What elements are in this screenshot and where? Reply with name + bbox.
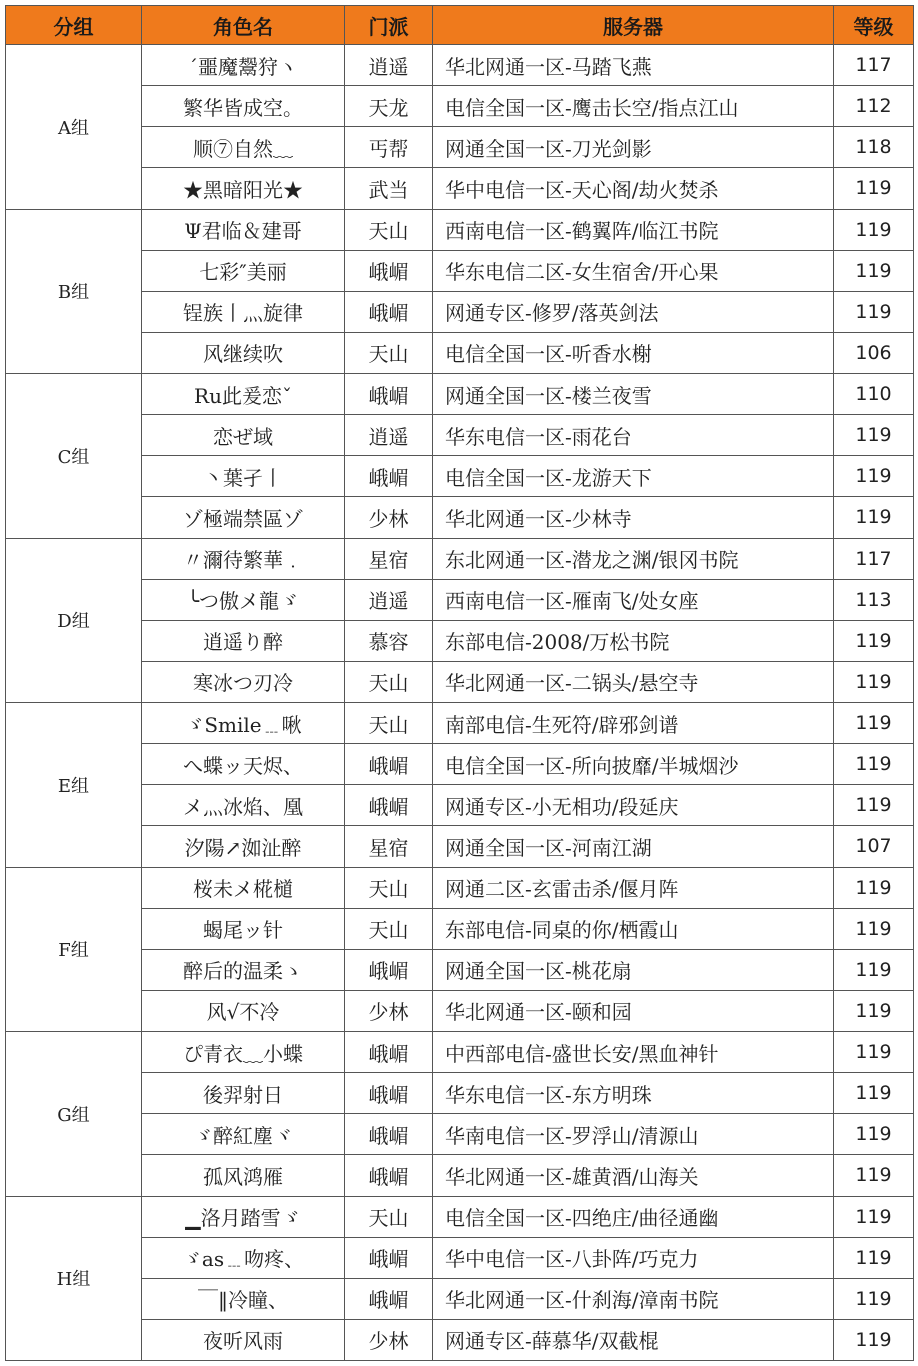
faction-cell: 逍遥 xyxy=(345,415,433,456)
faction-cell: 丐帮 xyxy=(345,127,433,168)
roster-table-container xyxy=(5,5,913,1361)
level-cell: 119 xyxy=(834,209,914,250)
faction-cell: 少林 xyxy=(345,1319,433,1360)
server-cell: 华东电信二区-女生宿舍/开心果 xyxy=(433,250,834,291)
table-row xyxy=(6,1114,914,1155)
faction-cell: 天山 xyxy=(345,209,433,250)
server-cell: 中西部电信-盛世长安/黑血神针 xyxy=(433,1032,834,1073)
faction-cell: 逍遥 xyxy=(345,579,433,620)
header-row xyxy=(6,6,914,45)
server-cell: 网通全国一区-桃花扇 xyxy=(433,949,834,990)
level-cell: 119 xyxy=(834,1237,914,1278)
server-cell: 电信全国一区-听香水榭 xyxy=(433,332,834,373)
level-cell: 119 xyxy=(834,785,914,826)
faction-cell: 峨嵋 xyxy=(345,1073,433,1114)
faction-cell: 峨嵋 xyxy=(345,291,433,332)
server-cell: 华东电信一区-东方明珠 xyxy=(433,1073,834,1114)
level-cell: 119 xyxy=(834,415,914,456)
table-row xyxy=(6,374,914,415)
table-row xyxy=(6,538,914,579)
table-row xyxy=(6,250,914,291)
header-server: 服务器 xyxy=(433,6,834,45)
level-cell: 119 xyxy=(834,456,914,497)
table-row xyxy=(6,744,914,785)
character-name: 恋ぜ域 xyxy=(142,415,345,456)
faction-cell: 峨嵋 xyxy=(345,456,433,497)
table-row xyxy=(6,45,914,86)
table-row xyxy=(6,579,914,620)
faction-cell: 天龙 xyxy=(345,86,433,127)
faction-cell: 峨嵋 xyxy=(345,374,433,415)
server-cell: 网通专区-薛慕华/双截棍 xyxy=(433,1319,834,1360)
server-cell: 华中电信一区-八卦阵/巧克力 xyxy=(433,1237,834,1278)
table-row xyxy=(6,620,914,661)
table-row xyxy=(6,1237,914,1278)
group-label: C组 xyxy=(6,374,142,539)
level-cell: 107 xyxy=(834,826,914,867)
faction-cell: 天山 xyxy=(345,332,433,373)
faction-cell: 武当 xyxy=(345,168,433,209)
table-row xyxy=(6,168,914,209)
level-cell: 119 xyxy=(834,1032,914,1073)
server-cell: 网通全国一区-楼兰夜雪 xyxy=(433,374,834,415)
faction-cell: 峨嵋 xyxy=(345,1114,433,1155)
server-cell: 华北网通一区-雄黄酒/山海关 xyxy=(433,1155,834,1196)
character-name: 风√不冷 xyxy=(142,990,345,1031)
faction-cell: 峨嵋 xyxy=(345,1237,433,1278)
faction-cell: 峨嵋 xyxy=(345,949,433,990)
character-name: 汐陽↗洳沚醉 xyxy=(142,826,345,867)
faction-cell: 峨嵋 xyxy=(345,1032,433,1073)
level-cell: 119 xyxy=(834,1278,914,1319)
table-row xyxy=(6,867,914,908)
level-cell: 119 xyxy=(834,990,914,1031)
character-name: 後羿射日 xyxy=(142,1073,345,1114)
character-name: 风继续吹 xyxy=(142,332,345,373)
level-cell: 117 xyxy=(834,45,914,86)
server-cell: 西南电信一区-雁南飞/处女座 xyxy=(433,579,834,620)
server-cell: 华北网通一区-少林寺 xyxy=(433,497,834,538)
table-row xyxy=(6,127,914,168)
group-label: F组 xyxy=(6,867,142,1032)
table-row xyxy=(6,703,914,744)
level-cell: 119 xyxy=(834,1114,914,1155)
character-name: 蝎尾ッ针 xyxy=(142,908,345,949)
level-cell: 110 xyxy=(834,374,914,415)
server-cell: 华中电信一区-天心阁/劫火焚杀 xyxy=(433,168,834,209)
server-cell: 网通专区-小无相功/段延庆 xyxy=(433,785,834,826)
character-name: ★黑暗阳光★ xyxy=(142,168,345,209)
server-cell: 华北网通一区-二锅头/悬空寺 xyxy=(433,661,834,702)
table-row xyxy=(6,415,914,456)
level-cell: 119 xyxy=(834,168,914,209)
server-cell: 东部电信-同桌的你/栖霞山 xyxy=(433,908,834,949)
header-faction: 门派 xyxy=(345,6,433,45)
table-row xyxy=(6,332,914,373)
faction-cell: 天山 xyxy=(345,661,433,702)
server-cell: 华北网通一区-什刹海/漳南书院 xyxy=(433,1278,834,1319)
faction-cell: 慕容 xyxy=(345,620,433,661)
character-name: ゞas﹍吻疼、 xyxy=(142,1237,345,1278)
faction-cell: 星宿 xyxy=(345,538,433,579)
table-row xyxy=(6,291,914,332)
level-cell: 112 xyxy=(834,86,914,127)
faction-cell: 星宿 xyxy=(345,826,433,867)
character-name: Ru此爰恋ˇ xyxy=(142,374,345,415)
faction-cell: 峨嵋 xyxy=(345,1155,433,1196)
level-cell: 119 xyxy=(834,949,914,990)
character-name: ▁洛月踏雪ゞ xyxy=(142,1196,345,1237)
server-cell: 华南电信一区-罗浮山/清源山 xyxy=(433,1114,834,1155)
group-label: D组 xyxy=(6,538,142,703)
character-name: 桜未メ椛檤 xyxy=(142,867,345,908)
table-row xyxy=(6,949,914,990)
character-name: Ψ君临＆建哥 xyxy=(142,209,345,250)
server-cell: 网通专区-修罗/落英剑法 xyxy=(433,291,834,332)
table-row xyxy=(6,1155,914,1196)
table-row xyxy=(6,497,914,538)
character-name: 锃族丨灬旋律 xyxy=(142,291,345,332)
table-body xyxy=(6,45,914,1361)
character-name: ˊ噩魔鬶狩ヽ xyxy=(142,45,345,86)
character-name: へ蝶ッ天烬、 xyxy=(142,744,345,785)
level-cell: 119 xyxy=(834,661,914,702)
table-row xyxy=(6,990,914,1031)
table-row xyxy=(6,1073,914,1114)
character-name: 七彩″美丽 xyxy=(142,250,345,291)
table-row xyxy=(6,1319,914,1360)
level-cell: 119 xyxy=(834,497,914,538)
faction-cell: 峨嵋 xyxy=(345,1278,433,1319)
roster-table xyxy=(5,5,914,1361)
table-row xyxy=(6,86,914,127)
group-label: G组 xyxy=(6,1032,142,1197)
character-name: 夜听风雨 xyxy=(142,1319,345,1360)
faction-cell: 少林 xyxy=(345,990,433,1031)
server-cell: 华北网通一区-马踏飞燕 xyxy=(433,45,834,86)
group-label: A组 xyxy=(6,45,142,210)
faction-cell: 峨嵋 xyxy=(345,250,433,291)
level-cell: 119 xyxy=(834,291,914,332)
server-cell: 电信全国一区-鹰击长空/指点江山 xyxy=(433,86,834,127)
level-cell: 119 xyxy=(834,1155,914,1196)
server-cell: 网通全国一区-河南江湖 xyxy=(433,826,834,867)
level-cell: 119 xyxy=(834,620,914,661)
table-header xyxy=(6,6,914,45)
faction-cell: 天山 xyxy=(345,703,433,744)
level-cell: 119 xyxy=(834,744,914,785)
server-cell: 东部电信-2008/万松书院 xyxy=(433,620,834,661)
server-cell: 西南电信一区-鹤翼阵/临江书院 xyxy=(433,209,834,250)
group-label: H组 xyxy=(6,1196,142,1361)
faction-cell: 天山 xyxy=(345,908,433,949)
character-name: 寒冰つ刃冷 xyxy=(142,661,345,702)
group-label: E组 xyxy=(6,703,142,868)
level-cell: 119 xyxy=(834,703,914,744)
character-name: メ灬冰焰、凰 xyxy=(142,785,345,826)
character-name: ゞSmile﹍啾 xyxy=(142,703,345,744)
faction-cell: 天山 xyxy=(345,1196,433,1237)
table-row xyxy=(6,1032,914,1073)
character-name: 孤风鸿雁 xyxy=(142,1155,345,1196)
table-row xyxy=(6,1196,914,1237)
table-row xyxy=(6,661,914,702)
character-name: 〃濔待繁華﹒ xyxy=(142,538,345,579)
faction-cell: 天山 xyxy=(345,867,433,908)
table-row xyxy=(6,908,914,949)
table-row xyxy=(6,456,914,497)
faction-cell: 峨嵋 xyxy=(345,744,433,785)
level-cell: 119 xyxy=(834,1196,914,1237)
faction-cell: 少林 xyxy=(345,497,433,538)
character-name: ゾ極端禁區ゾ xyxy=(142,497,345,538)
table-row xyxy=(6,785,914,826)
character-name: ゞ醉紅塵ヾ xyxy=(142,1114,345,1155)
character-name: ぴ青衣﹏小蝶 xyxy=(142,1032,345,1073)
character-name: ╰つ傲メ龍ゞ xyxy=(142,579,345,620)
table-row xyxy=(6,1278,914,1319)
character-name: 丶葉孑丨 xyxy=(142,456,345,497)
character-name: 逍遥り醉 xyxy=(142,620,345,661)
server-cell: 华北网通一区-颐和园 xyxy=(433,990,834,1031)
server-cell: 南部电信-生死符/辟邪剑谱 xyxy=(433,703,834,744)
faction-cell: 峨嵋 xyxy=(345,785,433,826)
table-row xyxy=(6,209,914,250)
character-name: ￣‖冷瞳、 xyxy=(142,1278,345,1319)
header-group: 分组 xyxy=(6,6,142,45)
character-name: 顺⑦自然﹏ xyxy=(142,127,345,168)
character-name: 醉后的温柔ゝ xyxy=(142,949,345,990)
server-cell: 网通全国一区-刀光剑影 xyxy=(433,127,834,168)
level-cell: 113 xyxy=(834,579,914,620)
server-cell: 华东电信一区-雨花台 xyxy=(433,415,834,456)
server-cell: 东北网通一区-潜龙之渊/银冈书院 xyxy=(433,538,834,579)
level-cell: 119 xyxy=(834,1073,914,1114)
level-cell: 119 xyxy=(834,867,914,908)
header-name: 角色名 xyxy=(142,6,345,45)
level-cell: 119 xyxy=(834,1319,914,1360)
header-level: 等级 xyxy=(834,6,914,45)
level-cell: 119 xyxy=(834,250,914,291)
character-name: 繁华皆成空。 xyxy=(142,86,345,127)
level-cell: 118 xyxy=(834,127,914,168)
server-cell: 电信全国一区-所向披靡/半城烟沙 xyxy=(433,744,834,785)
level-cell: 106 xyxy=(834,332,914,373)
server-cell: 电信全国一区-四绝庄/曲径通幽 xyxy=(433,1196,834,1237)
server-cell: 网通二区-玄雷击杀/偃月阵 xyxy=(433,867,834,908)
level-cell: 119 xyxy=(834,908,914,949)
server-cell: 电信全国一区-龙游天下 xyxy=(433,456,834,497)
group-label: B组 xyxy=(6,209,142,374)
table-row xyxy=(6,826,914,867)
level-cell: 117 xyxy=(834,538,914,579)
faction-cell: 逍遥 xyxy=(345,45,433,86)
